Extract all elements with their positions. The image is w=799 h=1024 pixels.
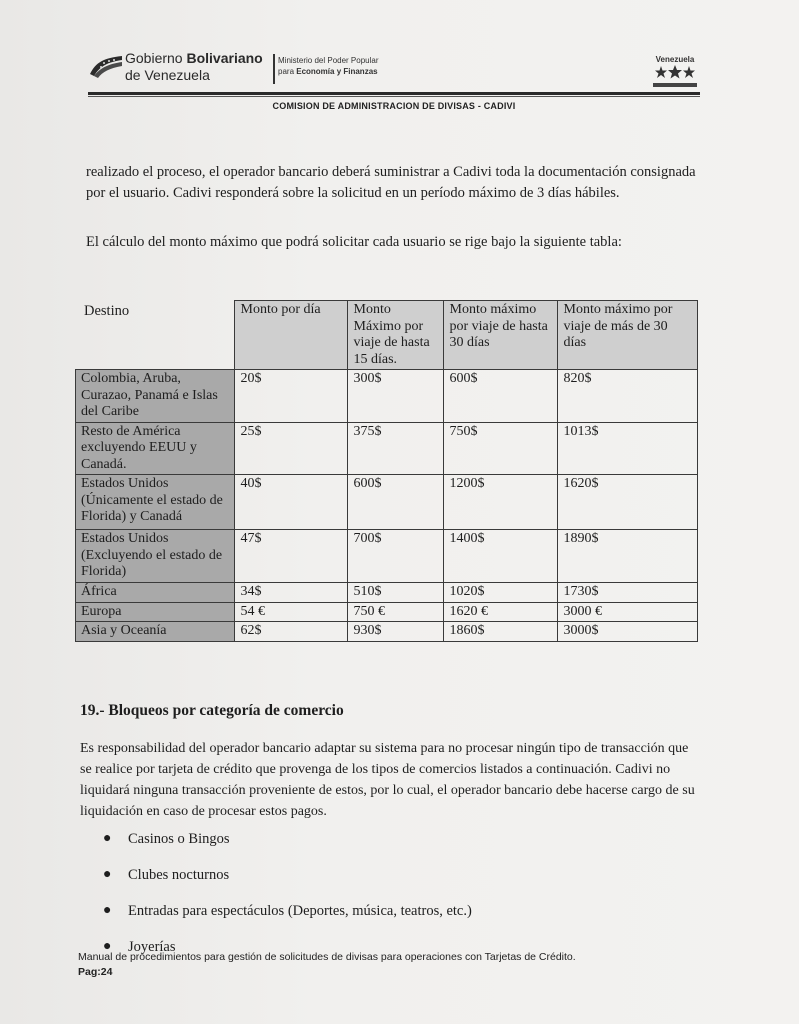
table-cell: 930$ [347, 622, 443, 642]
table-cell: 700$ [347, 530, 443, 583]
table-cell: 600$ [443, 370, 557, 423]
table-row [76, 583, 698, 603]
bullet-icon: ● [103, 831, 112, 846]
list-item-text: Joyerías [128, 939, 176, 955]
government-name-line2: de Venezuela [125, 67, 210, 83]
table-cell: 1860$ [443, 622, 557, 642]
table-row [76, 530, 698, 583]
paragraph-continuation: realizado el proceso, el operador bancario deberá suministrar a Cadivi toda la documentación consignada por el usuario. Cadivi responderá sobre la solicitud en un período máximo de 3 días hábiles. [86, 164, 696, 201]
stars-icon [655, 65, 695, 79]
table-row [76, 622, 698, 642]
bullet-icon: ● [103, 939, 112, 954]
list-item [100, 902, 472, 938]
table-cell: 25$ [234, 422, 347, 475]
venezuela-logo [649, 55, 701, 91]
table-cell: 54 € [234, 602, 347, 622]
destination-cell: África [76, 583, 235, 603]
section-paragraph: Es responsabilidad del operador bancario adaptar su sistema para no procesar ningún tipo de transacción que se realice por tarjeta de crédito que provenga de los tipos de comercios listados a continuación. Cadivi no liquidará ninguna transacción proveniente de estos, por lo cual, el operador bancario debe hacerse cargo de su liquidación en caso de procesar estos pagos. [80, 741, 695, 819]
footer-page-number: Pag:24 [78, 966, 113, 978]
venezuela-logo-word: Venezuela [655, 55, 695, 64]
table-cell: 1200$ [443, 475, 557, 530]
destination-cell: Resto de América excluyendo EEUU y Canadá. [76, 422, 235, 475]
ministry-prefix: para [278, 67, 297, 76]
ministry-line1: Ministerio del Poder Popular [278, 56, 379, 65]
list-item [100, 866, 472, 902]
destination-header: Destino [84, 303, 130, 319]
table-cell: 3000$ [557, 622, 697, 642]
column-header: Monto Máximo por viaje de hasta 15 días. [347, 301, 443, 370]
table-cell: 600$ [347, 475, 443, 530]
bullet-icon: ● [103, 867, 112, 882]
table-cell: 1620 € [443, 602, 557, 622]
table-cell: 1400$ [443, 530, 557, 583]
list-item-text: Casinos o Bingos [128, 831, 230, 847]
list-item-text: Entradas para espectáculos (Deportes, música, teatros, etc.) [128, 903, 472, 919]
table-cell: 40$ [234, 475, 347, 530]
column-header: Monto máximo por viaje de más de 30 días [557, 301, 697, 370]
table-cell: 1020$ [443, 583, 557, 603]
table-cell: 20$ [234, 370, 347, 423]
header-divider [273, 54, 275, 84]
table-cell: 820$ [557, 370, 697, 423]
table-cell: 300$ [347, 370, 443, 423]
government-name-prefix: Gobierno [125, 50, 187, 66]
table-cell: 1890$ [557, 530, 697, 583]
table-cell: 510$ [347, 583, 443, 603]
list-item-text: Clubes nocturnos [128, 867, 230, 883]
column-header: Monto por día [234, 301, 347, 370]
table-row [76, 370, 698, 423]
header-subtitle: COMISION DE ADMINISTRACION DE DIVISAS - CADIVI [272, 101, 516, 111]
table-cell: 750 € [347, 602, 443, 622]
table-cell: 34$ [234, 583, 347, 603]
footer-manual-title: Manual de procedimientos para gestión de solicitudes de divisas para operaciones con Tarjetas de Crédito. [78, 951, 576, 963]
table-corner-cell [76, 301, 235, 370]
table-row [76, 422, 698, 475]
government-name-bold: Bolivariano [186, 50, 263, 66]
destination-cell: Asia y Oceanía [76, 622, 235, 642]
table-cell: 1013$ [557, 422, 697, 475]
limits-table [75, 300, 698, 642]
destination-cell: Europa [76, 602, 235, 622]
table-cell: 62$ [234, 622, 347, 642]
table-cell: 750$ [443, 422, 557, 475]
table-row [76, 602, 698, 622]
table-cell: 1730$ [557, 583, 697, 603]
table-cell: 3000 € [557, 602, 697, 622]
table-row [76, 475, 698, 530]
page-header [88, 40, 700, 100]
list-item [100, 830, 472, 866]
column-header: Monto máximo por viaje de hasta 30 días [443, 301, 557, 370]
destination-cell: Estados Unidos (Excluyendo el estado de Florida) [76, 530, 235, 583]
table-cell: 1620$ [557, 475, 697, 530]
table-cell: 375$ [347, 422, 443, 475]
table-cell: 47$ [234, 530, 347, 583]
ministry-line2 [278, 67, 378, 76]
destination-cell: Colombia, Aruba, Curazao, Panamá e Islas del Caribe [76, 370, 235, 423]
government-name-line1 [125, 50, 263, 66]
government-logo-icon [88, 52, 124, 80]
section-title: 19.- Bloqueos por categoría de comercio [80, 702, 344, 719]
header-rule [88, 92, 700, 95]
destination-cell: Estados Unidos (Únicamente el estado de Florida) y Canadá [76, 475, 235, 530]
ministry-name: Economía y Finanzas [296, 67, 378, 76]
paragraph-table-intro: El cálculo del monto máximo que podrá solicitar cada usuario se rige bajo la siguiente tabla: [86, 234, 622, 250]
venezuela-logo-tagline [653, 83, 697, 87]
header-rule-thin [88, 96, 700, 97]
table-header-row [76, 301, 698, 370]
bullet-icon: ● [103, 903, 112, 918]
